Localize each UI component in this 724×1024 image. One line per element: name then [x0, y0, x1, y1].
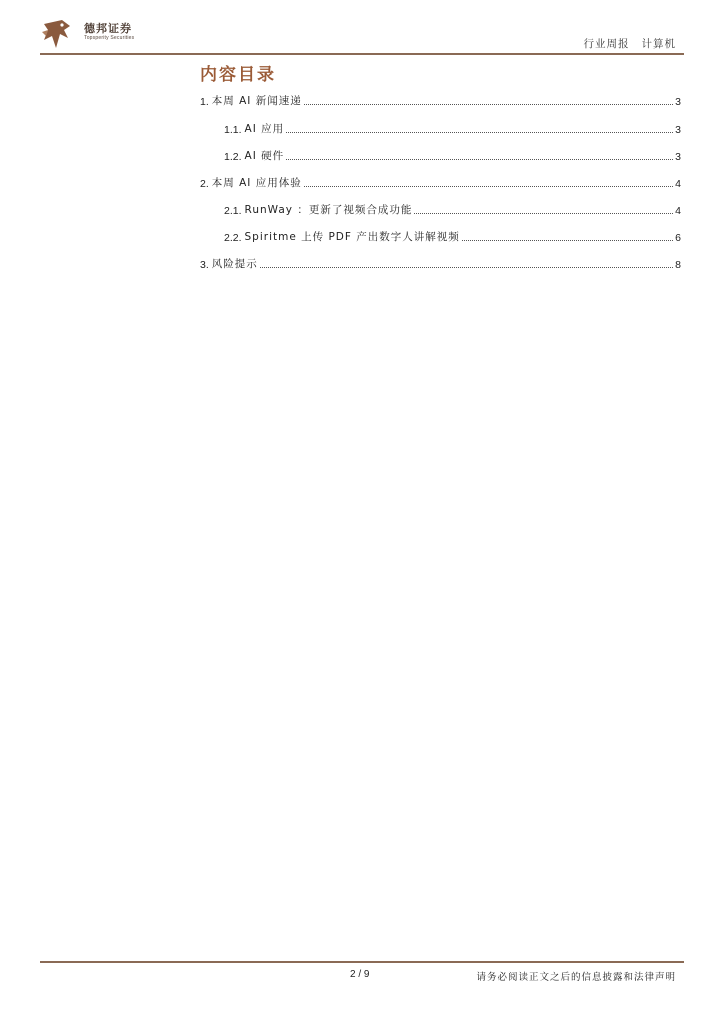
toc-leader-dots: [304, 186, 673, 187]
toc-item-label: 本周 AI 新闻速递: [211, 95, 302, 107]
toc-item-number: 2.: [200, 178, 209, 190]
disclaimer-note: 请务必阅读正文之后的信息披露和法律声明: [476, 972, 676, 983]
toc-item-label: AI 硬件: [244, 150, 285, 162]
toc-item-label: AI 应用: [244, 123, 285, 135]
header-divider: [40, 53, 684, 55]
toc-leader-dots: [260, 267, 673, 268]
toc-item-page: 4: [675, 205, 681, 217]
toc-leader-dots: [304, 104, 673, 105]
toc-leader-dots: [286, 132, 673, 133]
dragon-logo-icon: [40, 18, 72, 50]
toc-item-number: 3.: [200, 259, 209, 271]
toc-item-page: 4: [675, 178, 681, 190]
toc-item[interactable]: [224, 228, 681, 244]
toc-item-number: 2.1.: [224, 205, 242, 217]
toc-item-label: Spiritme 上传 PDF 产出数字人讲解视频: [244, 231, 460, 243]
toc-item-page: 3: [675, 96, 681, 108]
toc-leader-dots: [414, 213, 673, 214]
toc-item[interactable]: [224, 147, 681, 163]
toc-item-label: RunWay ：更新了视频合成功能: [244, 204, 413, 216]
toc-item[interactable]: [224, 120, 681, 136]
toc-item[interactable]: [200, 92, 681, 108]
toc-item-page: 3: [675, 124, 681, 136]
logo-text-en: Topsperity Securities: [84, 35, 135, 41]
toc-item-page: 3: [675, 151, 681, 163]
toc-item-page: 6: [675, 232, 681, 244]
footer-divider: [40, 961, 684, 963]
toc-item-number: 2.2.: [224, 232, 242, 244]
toc-item[interactable]: [224, 201, 681, 217]
toc-item-number: 1.1.: [224, 124, 242, 136]
toc-item-label: 本周 AI 应用体验: [211, 177, 302, 189]
toc-leader-dots: [286, 159, 673, 160]
toc-item[interactable]: [200, 174, 681, 190]
toc-title: 内容目录: [200, 65, 276, 85]
report-type: 行业周报: [583, 38, 630, 50]
toc-leader-dots: [462, 240, 673, 241]
report-header: [584, 36, 677, 51]
toc-item-label: 风险提示: [211, 258, 258, 270]
toc-item-number: 1.2.: [224, 151, 242, 163]
company-logo: [40, 18, 180, 50]
toc-item[interactable]: [200, 255, 681, 271]
industry-label: 计算机: [641, 38, 676, 50]
page-indicator: 2 / 9: [350, 969, 370, 980]
toc-item-page: 8: [675, 259, 681, 271]
toc-item-number: 1.: [200, 96, 209, 108]
logo-text-cn: 德邦证券: [84, 22, 132, 35]
